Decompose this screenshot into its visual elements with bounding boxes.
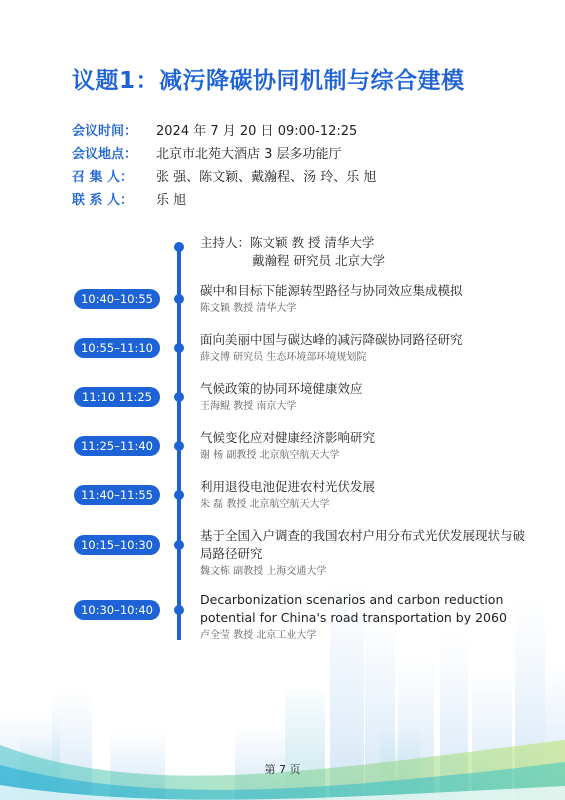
- conveners-label: 召 集 人：: [72, 170, 134, 185]
- talk-time-pill: 10:55–11:10: [74, 338, 160, 358]
- host-1: 陈文颖 教 授 清华大学: [250, 235, 375, 250]
- talk-speaker: 王海鲲 教授 南京大学: [200, 401, 297, 412]
- talk-item: [200, 282, 530, 316]
- meeting-info: [72, 120, 376, 212]
- talk-item: [200, 380, 530, 414]
- talk-title: Decarbonization scenarios and carbon reduction potential for China's road transportation by 2060: [200, 592, 507, 625]
- talk-time-pill: 10:40–10:55: [74, 289, 160, 309]
- talk-title: 气候变化应对健康经济影响研究: [200, 430, 376, 445]
- session-title: 议题1：减污降碳协同机制与综合建模: [72, 68, 465, 94]
- agenda-timeline: [0, 230, 565, 650]
- talk-time-pill: 11:10 11:25: [74, 387, 160, 407]
- talk-item: [200, 591, 530, 643]
- timeline-dot: [174, 441, 184, 451]
- talk-time-pill: 10:30–10:40: [74, 600, 160, 620]
- conveners-row: [72, 166, 376, 189]
- contact-label: 联 系 人：: [72, 193, 134, 208]
- meeting-time-value: 2024 年 7 月 20 日 09:00-12:25: [156, 124, 358, 139]
- meeting-time-row: [72, 120, 376, 143]
- host-line: [200, 234, 385, 252]
- talk-item: [200, 429, 530, 463]
- timeline-dot: [174, 490, 184, 500]
- contact-value: 乐 旭: [156, 193, 187, 208]
- talk-time-pill: 10:15–10:30: [74, 535, 160, 555]
- timeline-dot: [174, 294, 184, 304]
- meeting-venue-row: [72, 143, 376, 166]
- talk-speaker: 卢全莹 教授 北京工业大学: [200, 630, 317, 641]
- meeting-venue-value: 北京市北苑大酒店 3 层多功能厅: [156, 147, 342, 162]
- timeline-dot: [174, 392, 184, 402]
- talk-speaker: 朱 磊 教授 北京航空航天大学: [200, 499, 330, 510]
- hosts-label: 主持人：: [200, 235, 251, 250]
- hosts-block: [200, 234, 385, 270]
- talk-title: 气候政策的协同环境健康效应: [200, 381, 363, 396]
- talk-item: [200, 478, 530, 512]
- conveners-value: 张 强、陈文颖、戴瀚程、汤 玲、乐 旭: [156, 170, 377, 185]
- meeting-time-label: 会议时间：: [72, 124, 138, 139]
- timeline-dot: [174, 343, 184, 353]
- host-2: 戴瀚程 研究员 北京大学: [252, 253, 385, 268]
- talk-speaker: 魏文栋 副教授 上海交通大学: [200, 566, 327, 577]
- host-line: [200, 252, 385, 270]
- talk-speaker: 陈文颖 教授 清华大学: [200, 303, 297, 314]
- timeline-dot: [174, 605, 184, 615]
- talk-item: [200, 527, 530, 579]
- talk-title: 碳中和目标下能源转型路径与协同效应集成模拟: [200, 283, 463, 298]
- contact-row: [72, 189, 376, 212]
- talk-speaker: 薛文博 研究员 生态环境部环境规划院: [200, 352, 367, 363]
- talk-title: 面向美丽中国与碳达峰的减污降碳协同路径研究: [200, 332, 463, 347]
- talk-title: 利用退役电池促进农村光伏发展: [200, 479, 376, 494]
- page-number: 第 7 页: [264, 763, 301, 776]
- timeline-dot: [174, 540, 184, 550]
- talk-time-pill: 11:40–11:55: [74, 485, 160, 505]
- talk-speaker: 谢 杨 副教授 北京航空航天大学: [200, 450, 340, 461]
- talk-time-pill: 11:25–11:40: [74, 436, 160, 456]
- talk-title: 基于全国入户调查的我国农村户用分布式光伏发展现状与破局路径研究: [200, 528, 526, 561]
- timeline-dot: [174, 242, 184, 252]
- talk-item: [200, 331, 530, 365]
- meeting-venue-label: 会议地点：: [72, 147, 138, 162]
